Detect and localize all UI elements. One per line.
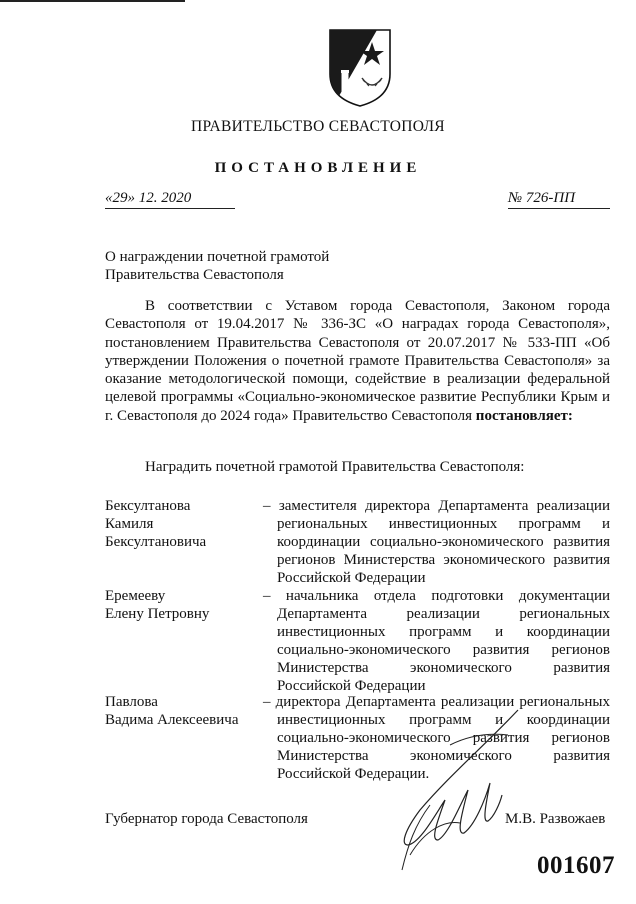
awardee-name (105, 497, 206, 551)
name-line: Еремееву (105, 588, 166, 604)
preamble-paragraph (105, 297, 610, 425)
sevastopol-coat-of-arms-icon (327, 28, 393, 108)
document-date: «29» 12. 2020 (105, 190, 235, 209)
name-line: Павлова (105, 694, 158, 710)
signer-title: Губернатор города Севастополя (105, 811, 308, 827)
signer-name: М.В. Развожаев (505, 811, 606, 827)
awardee-name (105, 693, 238, 729)
name-line: Вадима Алексеевича (105, 712, 239, 728)
form-serial-number: 001607 (537, 852, 615, 879)
awardee-position: – начальника отдела подготовки документации Департамента реализации региональных инвестиционных программ и координации социально-экономического развития регионов Министерства экономического развития Российской Федерации (263, 588, 610, 694)
top-edge-line (0, 0, 185, 2)
document-number: № 726-ПП (508, 190, 610, 209)
name-line: Бексултановича (105, 534, 207, 550)
awardee-name (105, 587, 209, 623)
document-type: ПОСТАНОВЛЕНИЕ (214, 160, 422, 176)
issuer-name: ПРАВИТЕЛЬСТВО СЕВАСТОПОЛЯ (191, 118, 445, 135)
handwritten-signature (390, 705, 540, 880)
preamble-text: В соответствии с Уставом города Севастополя, Законом города Севастополя от 19.04.2017 № 336-ЗС «О наградах города Севастополя», постановлением Правительства Севастополя от 20.07.2017 № 533-ПП «Об утверждении Положения о почетной грамоте Правительства Севастополя» за оказание методологической помощи, содействие в реализации федеральной целевой программы «Социально-экономическое развитие Республики Крым и г. Севастополя до 2024 года» Правительство Севастополя (105, 298, 610, 424)
document-subject (105, 248, 329, 284)
awardee-position: – директора Департамента реализации региональных инвестиционных программ и координации социально-экономического развития регионов Министерства экономического развития Российской Федерации. (263, 694, 610, 782)
subject-line: О награждении почетной грамотой (105, 249, 330, 265)
name-line: Бексултанова (105, 498, 191, 514)
resolves-word: постановляет: (475, 407, 573, 424)
awardee-position: – заместителя директора Департамента реализации региональных инвестиционных программ и координации социально-экономического развития регионов Министерства экономического развития Российской Федерации (263, 498, 610, 586)
award-statement: Наградить почетной грамотой Правительства Севастополя: (145, 459, 525, 475)
name-line: Елену Петровну (105, 606, 210, 622)
name-line: Камиля (105, 516, 154, 532)
subject-line: Правительства Севастополя (105, 267, 284, 283)
